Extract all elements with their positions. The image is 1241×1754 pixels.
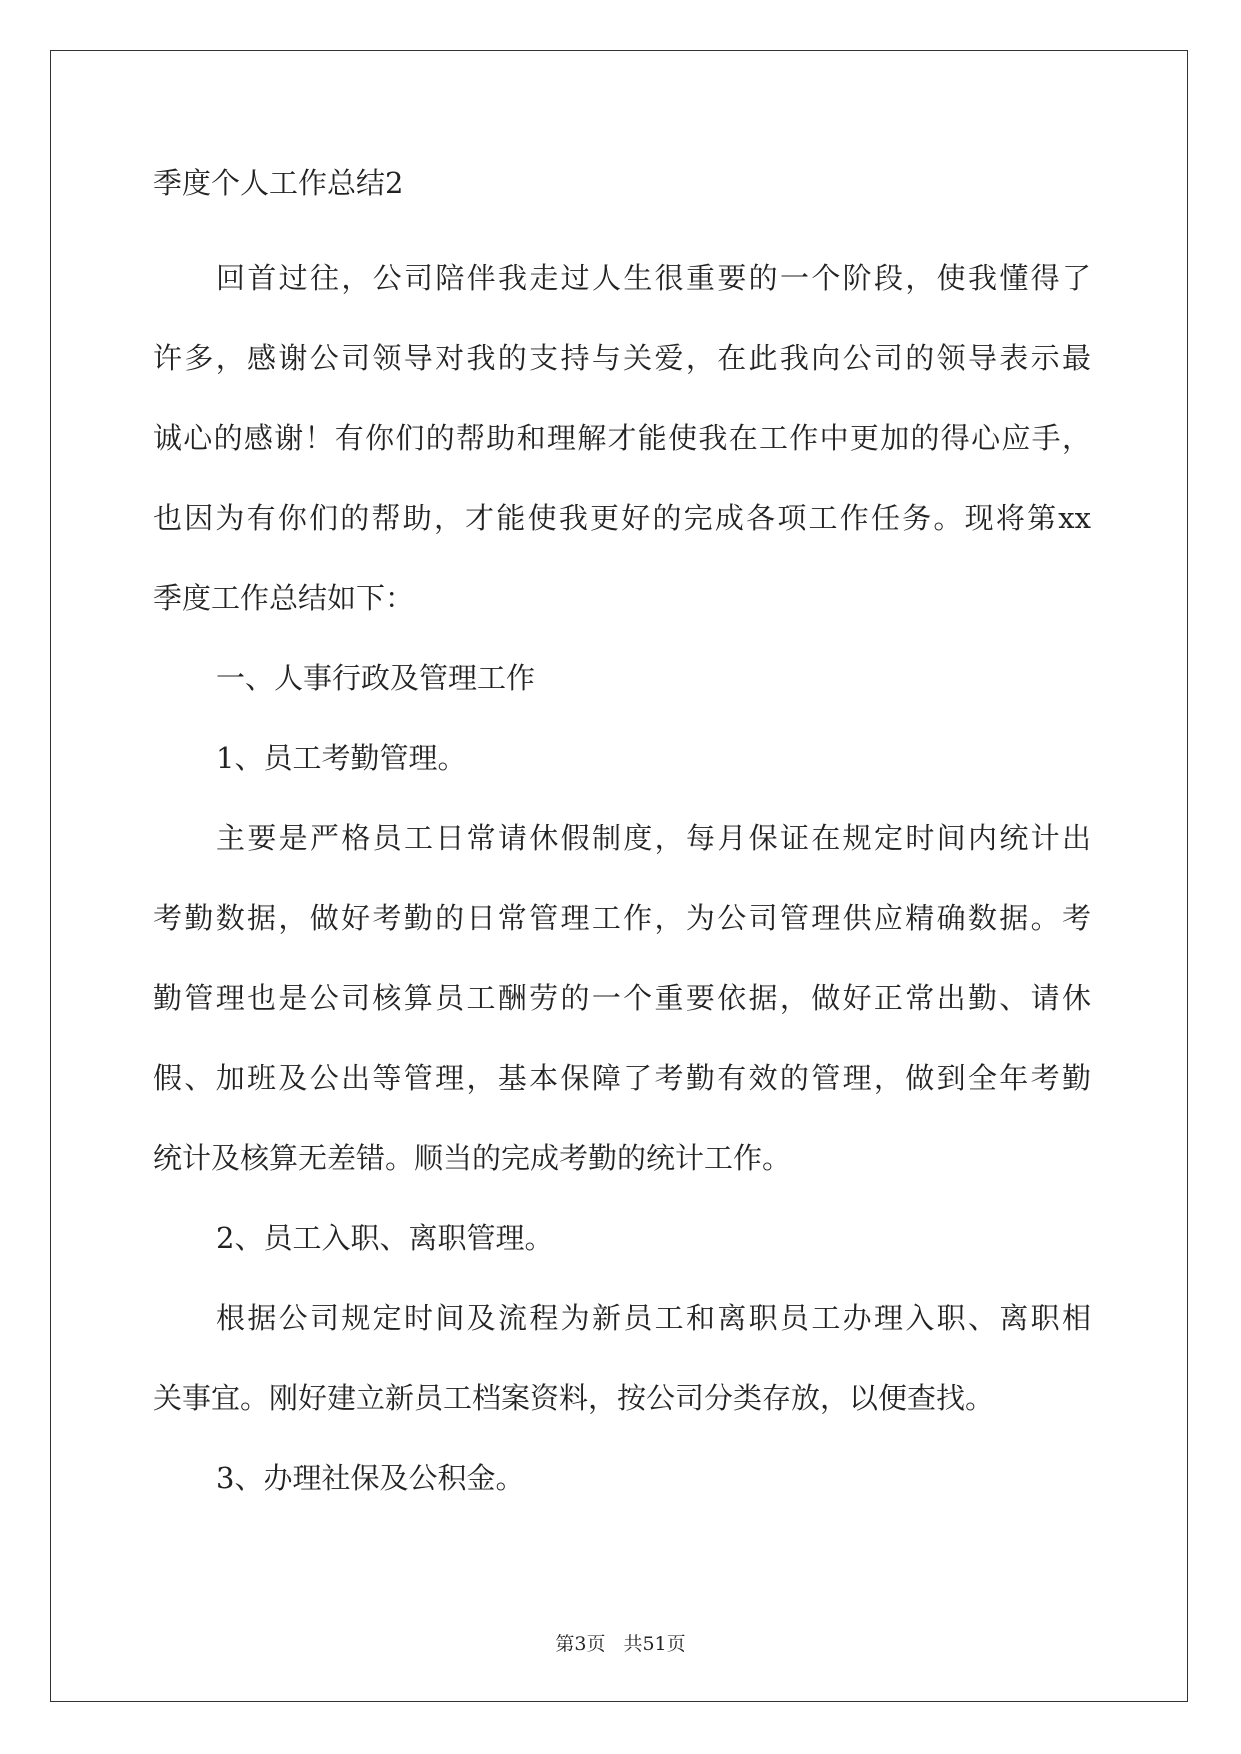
paragraph-line: 假、加班及公出等管理，基本保障了考勤有效的管理，做到全年考勤 [153,1061,1091,1095]
paragraph-line: 诚心的感谢！有你们的帮助和理解才能使我在工作中更加的得心应手， [153,421,1091,455]
paragraph-line: 关事宜。刚好建立新员工档案资料，按公司分类存放，以便查找。 [153,1381,995,1415]
section-heading: 一、人事行政及管理工作 [216,661,536,695]
subsection-heading: 2、员工入职、离职管理。 [216,1221,554,1255]
paragraph-line: 许多，感谢公司领导对我的支持与关爱，在此我向公司的领导表示最 [153,341,1091,375]
page-total: 共51页 [623,1633,686,1655]
paragraph-line: 统计及核算无差错。顺当的完成考勤的统计工作。 [153,1141,792,1175]
subsection-heading: 1、员工考勤管理。 [216,741,467,775]
paragraph-line: 回首过往，公司陪伴我走过人生很重要的一个阶段，使我懂得了 [216,261,1091,295]
document-body [153,158,1091,1518]
paragraph-line: 季度工作总结如下： [153,581,415,615]
paragraph-line: 主要是严格员工日常请休假制度，每月保证在规定时间内统计出 [216,821,1091,855]
subsection-heading: 3、办理社保及公积金。 [216,1461,525,1495]
paragraph-line: 勤管理也是公司核算员工酬劳的一个重要依据，做好正常出勤、请休 [153,981,1091,1015]
document-title: 季度个人工作总结2 [153,166,404,200]
page-footer [0,1632,1241,1656]
paragraph-line: 考勤数据，做好考勤的日常管理工作，为公司管理供应精确数据。考 [153,901,1091,935]
paragraph-line: 根据公司规定时间及流程为新员工和离职员工办理入职、离职相 [216,1301,1091,1335]
page-number: 第3页 [555,1633,606,1655]
paragraph-line: 也因为有你们的帮助，才能使我更好的完成各项工作任务。现将第xx [153,501,1091,535]
